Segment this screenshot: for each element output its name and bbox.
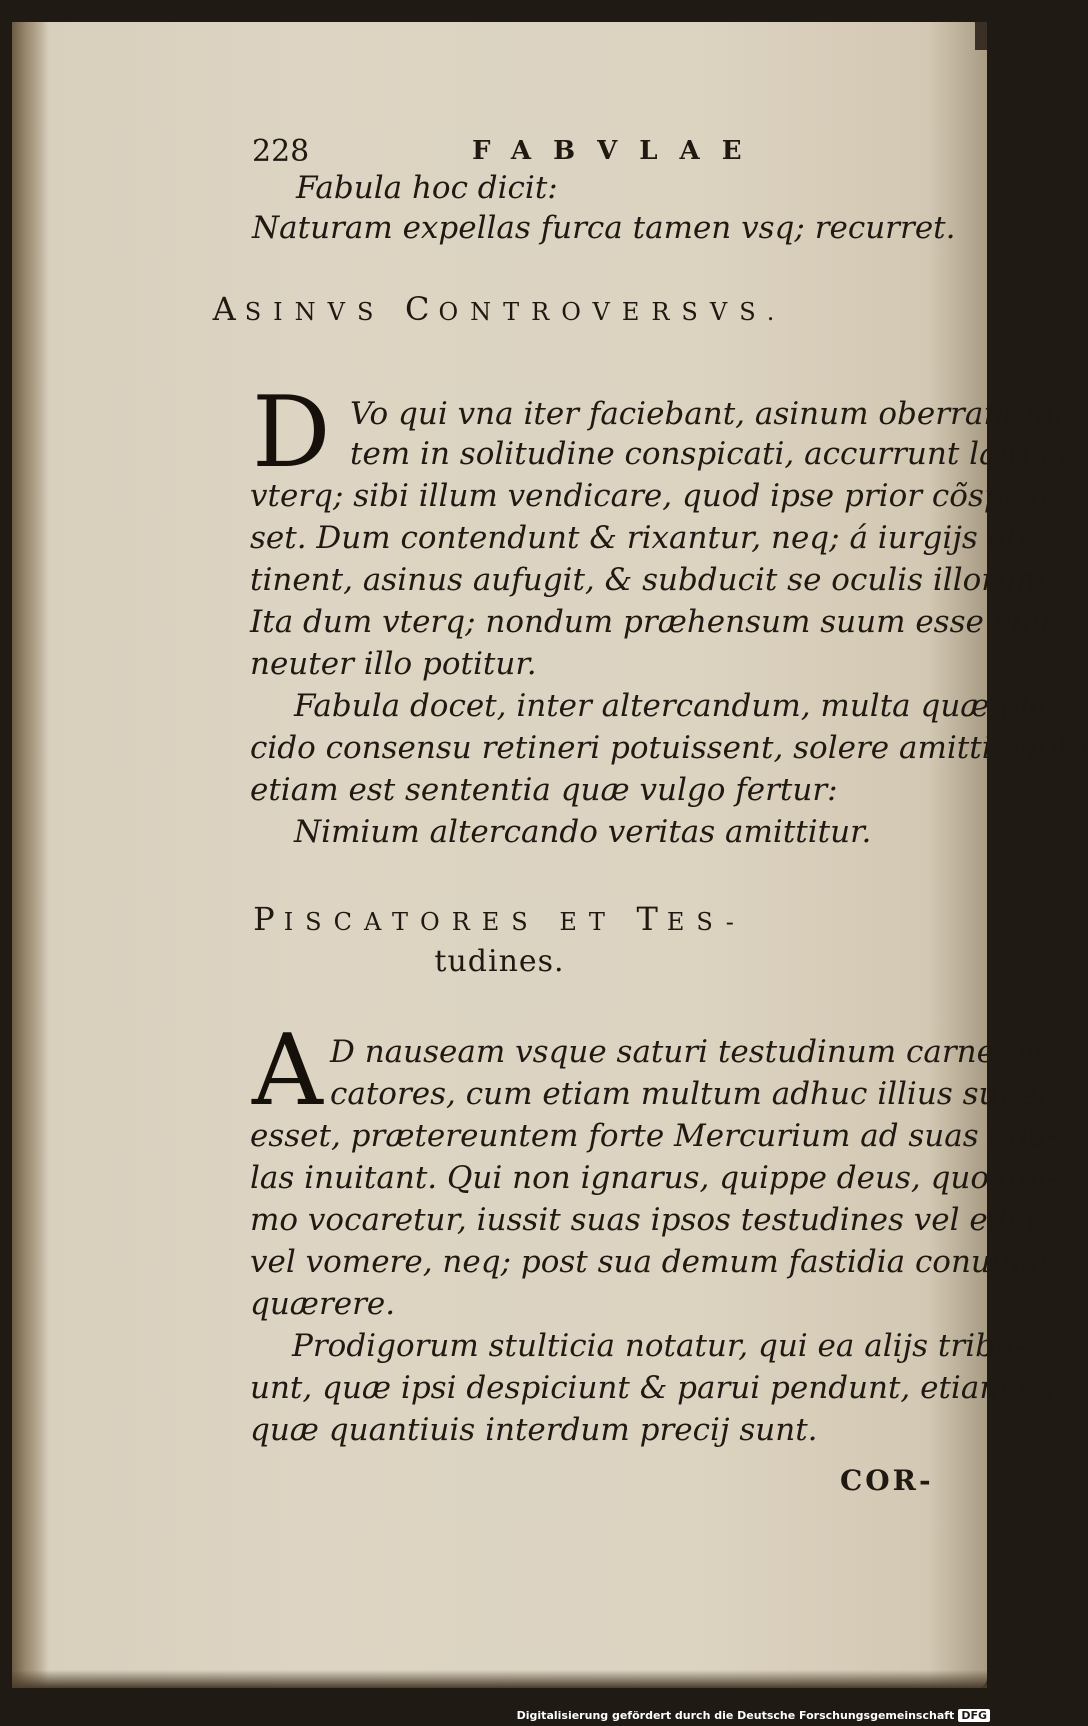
fable-heading: ASINVS CONTROVERSVS. <box>212 290 787 328</box>
text-line: catores, cum etiam multum adhuc illius super <box>330 1076 1052 1112</box>
moral-line: cido consensu retineri potuissent, solere amitti. Nota <box>250 730 1088 766</box>
moral-line: Nimium altercando veritas amittitur. <box>294 814 872 850</box>
moral-line: quæ quantiuis interdum precij sunt. <box>250 1412 818 1448</box>
text-line: Ita dum vterq; nondum præhensum suum esse vult, <box>250 604 1064 640</box>
page-text <box>12 22 1088 1688</box>
text-line: mo vocaretur, iussit suas ipsos testudines vel edere <box>250 1202 1060 1238</box>
text-line: esset, prætereuntem forte Mercurium ad suas epu- <box>250 1118 1058 1154</box>
text-line: quærere. <box>250 1286 396 1322</box>
catchword: COR- <box>840 1464 934 1497</box>
moral-line: Naturam expellas furca tamen vsq; recurret. <box>252 210 956 246</box>
text-line: vterq; sibi illum vendicare, quod ipse prior cõspexis- <box>250 478 1076 514</box>
page-number: 228 <box>252 134 310 169</box>
moral-line: Fabula hoc dicit: <box>296 170 558 206</box>
text-line: neuter illo potitur. <box>250 646 537 682</box>
fable-heading: PISCATORES ET TES- <box>253 900 746 938</box>
text-line: Vo qui vna iter faciebant, asinum oberrantem <box>350 396 1064 432</box>
drop-cap: A <box>252 1014 323 1128</box>
moral-line: etiam est sententia quæ vulgo fertur: <box>250 772 838 808</box>
moral-line: Prodigorum stulticia notatur, qui ea alijs tribu- <box>292 1328 1026 1364</box>
digitization-credit <box>517 1709 990 1722</box>
credit-text: Digitalisierung gefördert durch die Deutsche Forschungsgemeinschaft <box>516 1709 955 1722</box>
text-line: las inuitant. Qui non ignarus, quippe deus, quo ani- <box>250 1160 1058 1196</box>
text-line: set. Dum contendunt & rixantur, neq; á iurgijs abs- <box>250 520 1053 556</box>
dfg-logo: DFG <box>958 1709 990 1722</box>
moral-line: Fabula docet, inter altercandum, multa quæ pla- <box>294 688 1059 724</box>
text-line: vel vomere, neq; post sua demum fastidia conuiuas <box>250 1244 1056 1280</box>
book-page <box>12 22 1088 1688</box>
page-shadow <box>12 1670 987 1688</box>
text-line: tinent, asinus aufugit, & subducit se oculis illorum. <box>250 562 1056 598</box>
fable-heading-line2: tudines. <box>434 944 565 979</box>
drop-cap: D <box>252 376 331 490</box>
text-line: D nauseam vsque saturi testudinum carne pis- <box>330 1034 1061 1070</box>
text-line: tem in solitudine conspicati, accurrunt læti ac <box>350 436 1077 472</box>
moral-line: unt, quæ ipsi despiciunt & parui pendunt, etiam ea, <box>250 1370 1066 1406</box>
running-title: FABVLAE <box>472 136 764 166</box>
